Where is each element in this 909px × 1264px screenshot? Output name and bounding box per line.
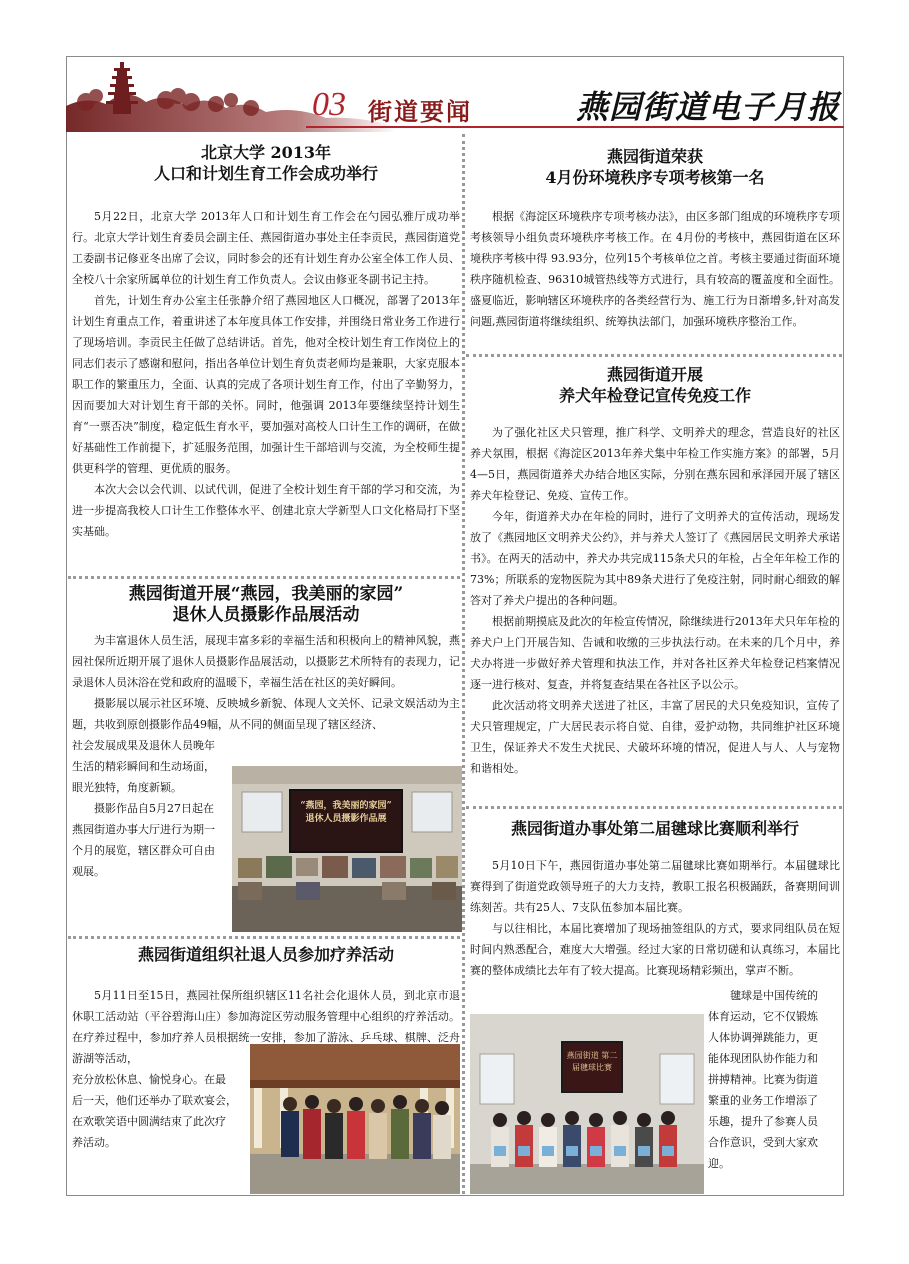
divider-right-1	[466, 354, 842, 357]
article-paragraph: 此次活动将文明养犬送进了社区，丰富了居民的犬只免疫知识，宣传了犬只管理规定，广大居民表示将自觉、自律，爱护动物，共同维护社区环境卫生，保证养犬不发生犬扰民、犬破坏环境的情况，促进人与人、人与宠物和谐相处。	[470, 699, 840, 775]
article-family-planning	[72, 142, 460, 542]
article-title-line1: 燕园街道荣获	[606, 147, 703, 166]
article-paragraph: 今年，街道养犬办在年检的同时，进行了文明养犬的宣传活动，现场发放了《燕园地区文明养犬公约》，并与养犬人签订了《燕园居民文明养犬承诺书》。在两天的活动中，养犬办共完成115条犬只的年检，占全年年检工作的73%；所联系的宠物医院为其中89条犬进行了免疫注射，同时耐心细致的解答对了养犬户提出的各种问题。	[470, 510, 840, 607]
article-paragraph: 5月22日，北京大学 2013年人口和计划生育工作会在勺园弘雅厅成功举行。北京大学计划生育委员会副主任、燕园街道办事处主任李贡民，燕园街道党工委副书记修亚冬出席了会议，同时参会的还有计划生育办公室全体工作人员、全校八十余家所属单位的计划生育工作负责人。会议由修亚冬副书记主持。	[72, 210, 460, 286]
article-line: 充分放松休息、愉悦身心。在最	[72, 1073, 226, 1086]
article-title-line1: 燕园街道开展“燕园，我美丽的家园”	[128, 584, 404, 604]
article-line: 生活的精彩瞬间和生动场面，	[72, 760, 215, 773]
article-title-line2: 退休人员摄影作品展活动	[172, 605, 360, 625]
article-line: 后一天，他们还举办了联欢宴会，	[72, 1094, 237, 1107]
divider-left-2	[68, 936, 460, 939]
article-title-line2: 4月份环境秩序专项考核第一名	[545, 168, 765, 187]
article-paragraph: 为丰富退休人员生活，展现丰富多彩的幸福生活和积极向上的精神风貌，燕园社保所近期开展了退休人员摄影作品展活动，以摄影艺术所特有的表现力，记录退休人员沐浴在党和政府的温暖下，幸福生活在社区的美好瞬间。	[72, 634, 460, 689]
article-line: 能体现团队协作能力和	[708, 1052, 818, 1065]
article-paragraph: 首先，计划生育办公室主任张静介绍了燕园地区人口概况，部署了2013年计划生育重点工作，着重讲述了本年度具体工作安排，并围绕日常业务工作进行了现场培训。李贡民主任做了总结讲话。首先，他对全校计划生育工作岗位上的同志们表示了感谢和慰问，指出各单位计划生育负责老师均是兼职，大家克服本职工作的繁重压力，全面、认真的完成了各项计划生育工作，付出了辛勤努力，因而要加大对计划生育干部的关怀。同时，他强调 2013年要继续坚持计划生育“一票否决”制度，稳定低生育水平，要加强对高校人口计生工作的调研，在做好基础性工作前提下，扩延服务范围，加强计生干部培训与交流，为全校师生提供更科学的管理、更优质的服务。	[72, 294, 460, 475]
article-paragraph: 与以往相比，本届比赛增加了现场抽签组队的方式，要求同组队员在短时间内熟悉配合，难度大大增强。经过大家的日常切磋和认真练习，本届比赛的整体成绩比去年有了较大提高。比赛现场精彩频出，掌声不断。	[470, 922, 840, 977]
article-paragraph: 根据《海淀区环境秩序专项考核办法》，由区多部门组成的环境秩序专项考核领导小组负责环境秩序考核工作。在 4月份的考核中，燕园街道在区环境秩序考核中得 93.93分，位列15个考核单位之首。考核主要通过街面环境秩序随机检查、96310城管热线等方式进行，具有较高的覆盖度和全面性。盛夏临近，影响辖区环境秩序的各类经营行为、施工行为日渐增多,针对高发问题,燕园街道将继续组织、统筹执法部门，加强环境秩序整治工作。	[470, 210, 840, 328]
divider-left-1	[68, 576, 460, 579]
article-line: 繁重的业务工作增添了	[708, 1094, 818, 1107]
article-line: 体育运动，它不仅锻炼	[708, 1010, 818, 1023]
article-title-line2: 养犬年检登记宣传免疫工作	[558, 386, 751, 405]
article-line: 在欢歌笑语中圆满结束了此次疗	[72, 1115, 226, 1128]
column-divider	[462, 134, 465, 1194]
article-paragraph: 本次大会以会代训、以试代训，促进了全校计划生育干部的学习和交流，为进一步提高我校人口计生工作整体水平、创建北京大学新型人口文化格局打下坚实基础。	[72, 483, 460, 538]
divider-right-2	[466, 806, 842, 809]
article-line: 观展。	[72, 865, 105, 878]
article-paragraph: 为了强化社区犬只管理，推广科学、文明养犬的理念，营造良好的社区养犬氛围，根据《海淀区2013年养犬集中年检工作实施方案》的部署，5月4—5日，燕园街道养犬办结合地区实际，分别在燕东园和承泽园开展了辖区养犬年检登记、免疫、宣传工作。	[470, 426, 840, 502]
shuttlecock-team-photo	[470, 1014, 704, 1194]
article-line: 养活动。	[72, 1136, 116, 1149]
article-line: 社会发展成果及退休人员晚年	[72, 739, 215, 752]
article-title-line1: 燕园街道开展	[606, 365, 703, 384]
article-line: 迎。	[708, 1157, 730, 1170]
article-paragraph: 5月10日下午，燕园街道办事处第二届毽球比赛如期举行。本届毽球比赛得到了街道党政领导班子的大力支持，教职工报名积极踊跃，备赛期间训练刻苦。共有25人、7支队伍参加本届比赛。	[470, 859, 840, 914]
exhibition-banner-text: “燕园，我美丽的家园” 退休人员摄影作品展	[300, 801, 392, 824]
article-title: 燕园街道组织社退人员参加疗养活动	[137, 945, 394, 964]
article-line: 人体协调弹跳能力，更	[708, 1031, 818, 1044]
article-line: 毽球是中国传统的	[730, 989, 818, 1002]
masthead	[66, 56, 844, 132]
article-title-line1: 北京大学 2013年	[200, 143, 332, 162]
skyline-illustration	[66, 56, 396, 132]
article-line: 燕园街道办事大厅进行为期一	[72, 823, 215, 836]
article-dog-registration	[470, 364, 840, 779]
article-title: 燕园街道办事处第二届毽球比赛顺利举行	[510, 819, 799, 838]
article-line: 乐趣，提升了参赛人员	[708, 1115, 818, 1128]
article-paragraph: 5月11日至15日，燕园社保所组织辖区11名社会化退休人员，到北京市退休职工活动站（平谷碧海山庄）参加海淀区劳动服务管理中心组织的疗养活动。在疗养过程中，参加疗养人员根据统一安排，参加了游泳、乒乓球、棋牌、泛舟游湖等活动，	[72, 989, 460, 1065]
issue-number: 03	[312, 86, 346, 123]
article-line: 个月的展览，辖区群众可自由	[72, 844, 215, 857]
article-paragraph: 摄影展以展示社区环境、反映城乡新貌、体现人文关怀、记录文娱活动为主题，共收到原创摄影作品49幅，从不同的侧面呈现了辖区经济、	[72, 697, 460, 731]
article-paragraph: 根据前期摸底及此次的年检宣传情况，除继续进行2013年犬只年年检的养犬户上门开展告知、告诫和收缴的三步执法行动。在未来的几个月中，养犬办将进一步做好养犬管理和执法工作，并对各社区养犬年检登记档案情况逐一进行核对、复查，并将复查结果在各社区予以公示。	[470, 615, 840, 691]
shuttlecock-banner-text: 燕园街道 第二届毽球比赛	[566, 1051, 618, 1072]
article-environment-rank	[470, 146, 840, 332]
section-name: 街道要闻	[368, 97, 472, 126]
newspaper-title: 燕园街道电子月报	[575, 88, 840, 126]
article-title-line2: 人口和计划生育工作会成功举行	[153, 164, 378, 183]
article-line: 眼光独特，角度新颖。	[72, 781, 182, 794]
article-line: 拼搏精神。比赛为街道	[708, 1073, 818, 1086]
article-line: 合作意识，受到大家欢	[708, 1136, 818, 1149]
exhibition-photo	[232, 766, 462, 932]
retirees-group-photo	[250, 1044, 460, 1194]
article-line: 摄影作品自5月27日起在	[94, 802, 214, 815]
